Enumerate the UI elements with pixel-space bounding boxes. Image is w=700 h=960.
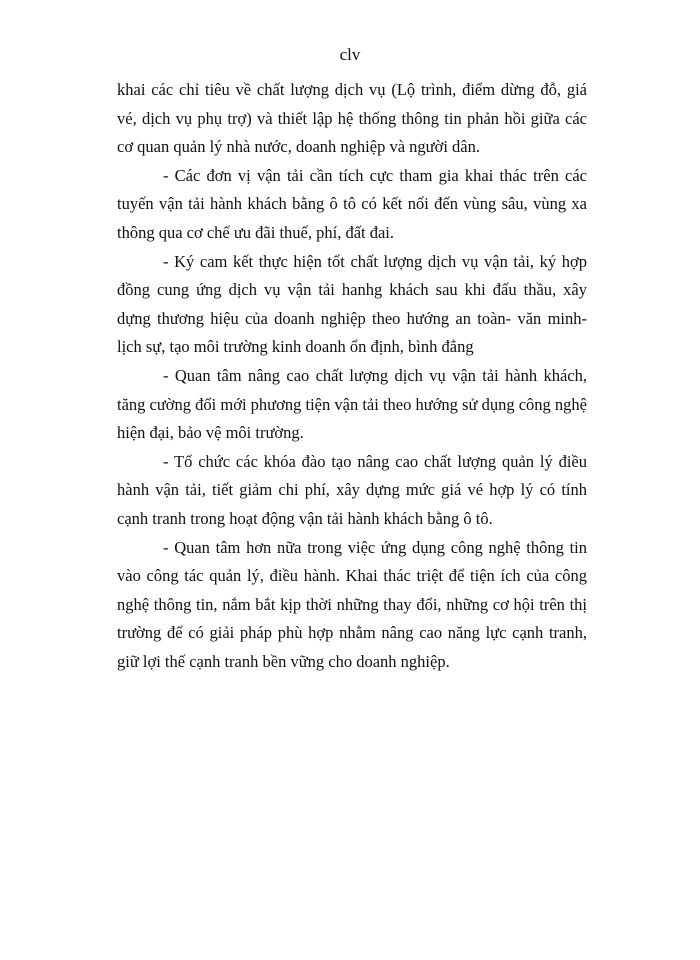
paragraph: - Tổ chức các khóa đào tạo nâng cao chất lượng quản lý điều hành vận tải, tiết giảm chi phí, xây dựng mức giá vé hợp lý có tính cạnh tranh trong hoạt động vận tải hành khách bằng ô tô. bbox=[117, 451, 587, 528]
page-number: clv bbox=[339, 45, 361, 64]
paragraph: - Ký cam kết thực hiện tốt chất lượng dịch vụ vận tải, ký hợp đồng cung ứng dịch vụ vận tải hanhg khách sau khi đấu thầu, xây dựng thương hiệu của doanh nghiệp theo hướng an toàn- văn minh- lịch sự, tạo môi trường kinh doanh ổn định, bình đẳng bbox=[117, 251, 587, 357]
paragraph: khai các chỉ tiêu về chất lượng dịch vụ (Lộ trình, điểm dừng đỗ, giá vé, dịch vụ phụ trợ) và thiết lập hệ thống thông tin phản hồi giữa các cơ quan quản lý nhà nước, doanh nghiệp và người dân. bbox=[117, 80, 587, 157]
body-text bbox=[117, 76, 587, 676]
paragraph: - Quan tâm hơn nữa trong việc ứng dụng công nghệ thông tin vào công tác quản lý, điều hành. Khai thác triệt để tiện ích của công nghệ thông tin, nắm bắt kịp thời những thay đổi, những cơ hội trên thị trường để có giải pháp phù hợp nhằm nâng cao năng lực cạnh tranh, giữ lợi thế cạnh tranh bền vững cho doanh nghiệp. bbox=[117, 537, 587, 671]
paragraph: - Các đơn vị vận tải cần tích cực tham gia khai thác trên các tuyến vận tải hành khách bằng ô tô có kết nối đến vùng sâu, vùng xa thông qua cơ chế ưu đãi thuế, phí, đất đai. bbox=[117, 165, 587, 242]
paragraph: - Quan tâm nâng cao chất lượng dịch vụ vận tải hành khách, tăng cường đổi mới phương tiện vận tải theo hướng sử dụng công nghệ hiện đại, bảo vệ môi trường. bbox=[117, 365, 587, 443]
